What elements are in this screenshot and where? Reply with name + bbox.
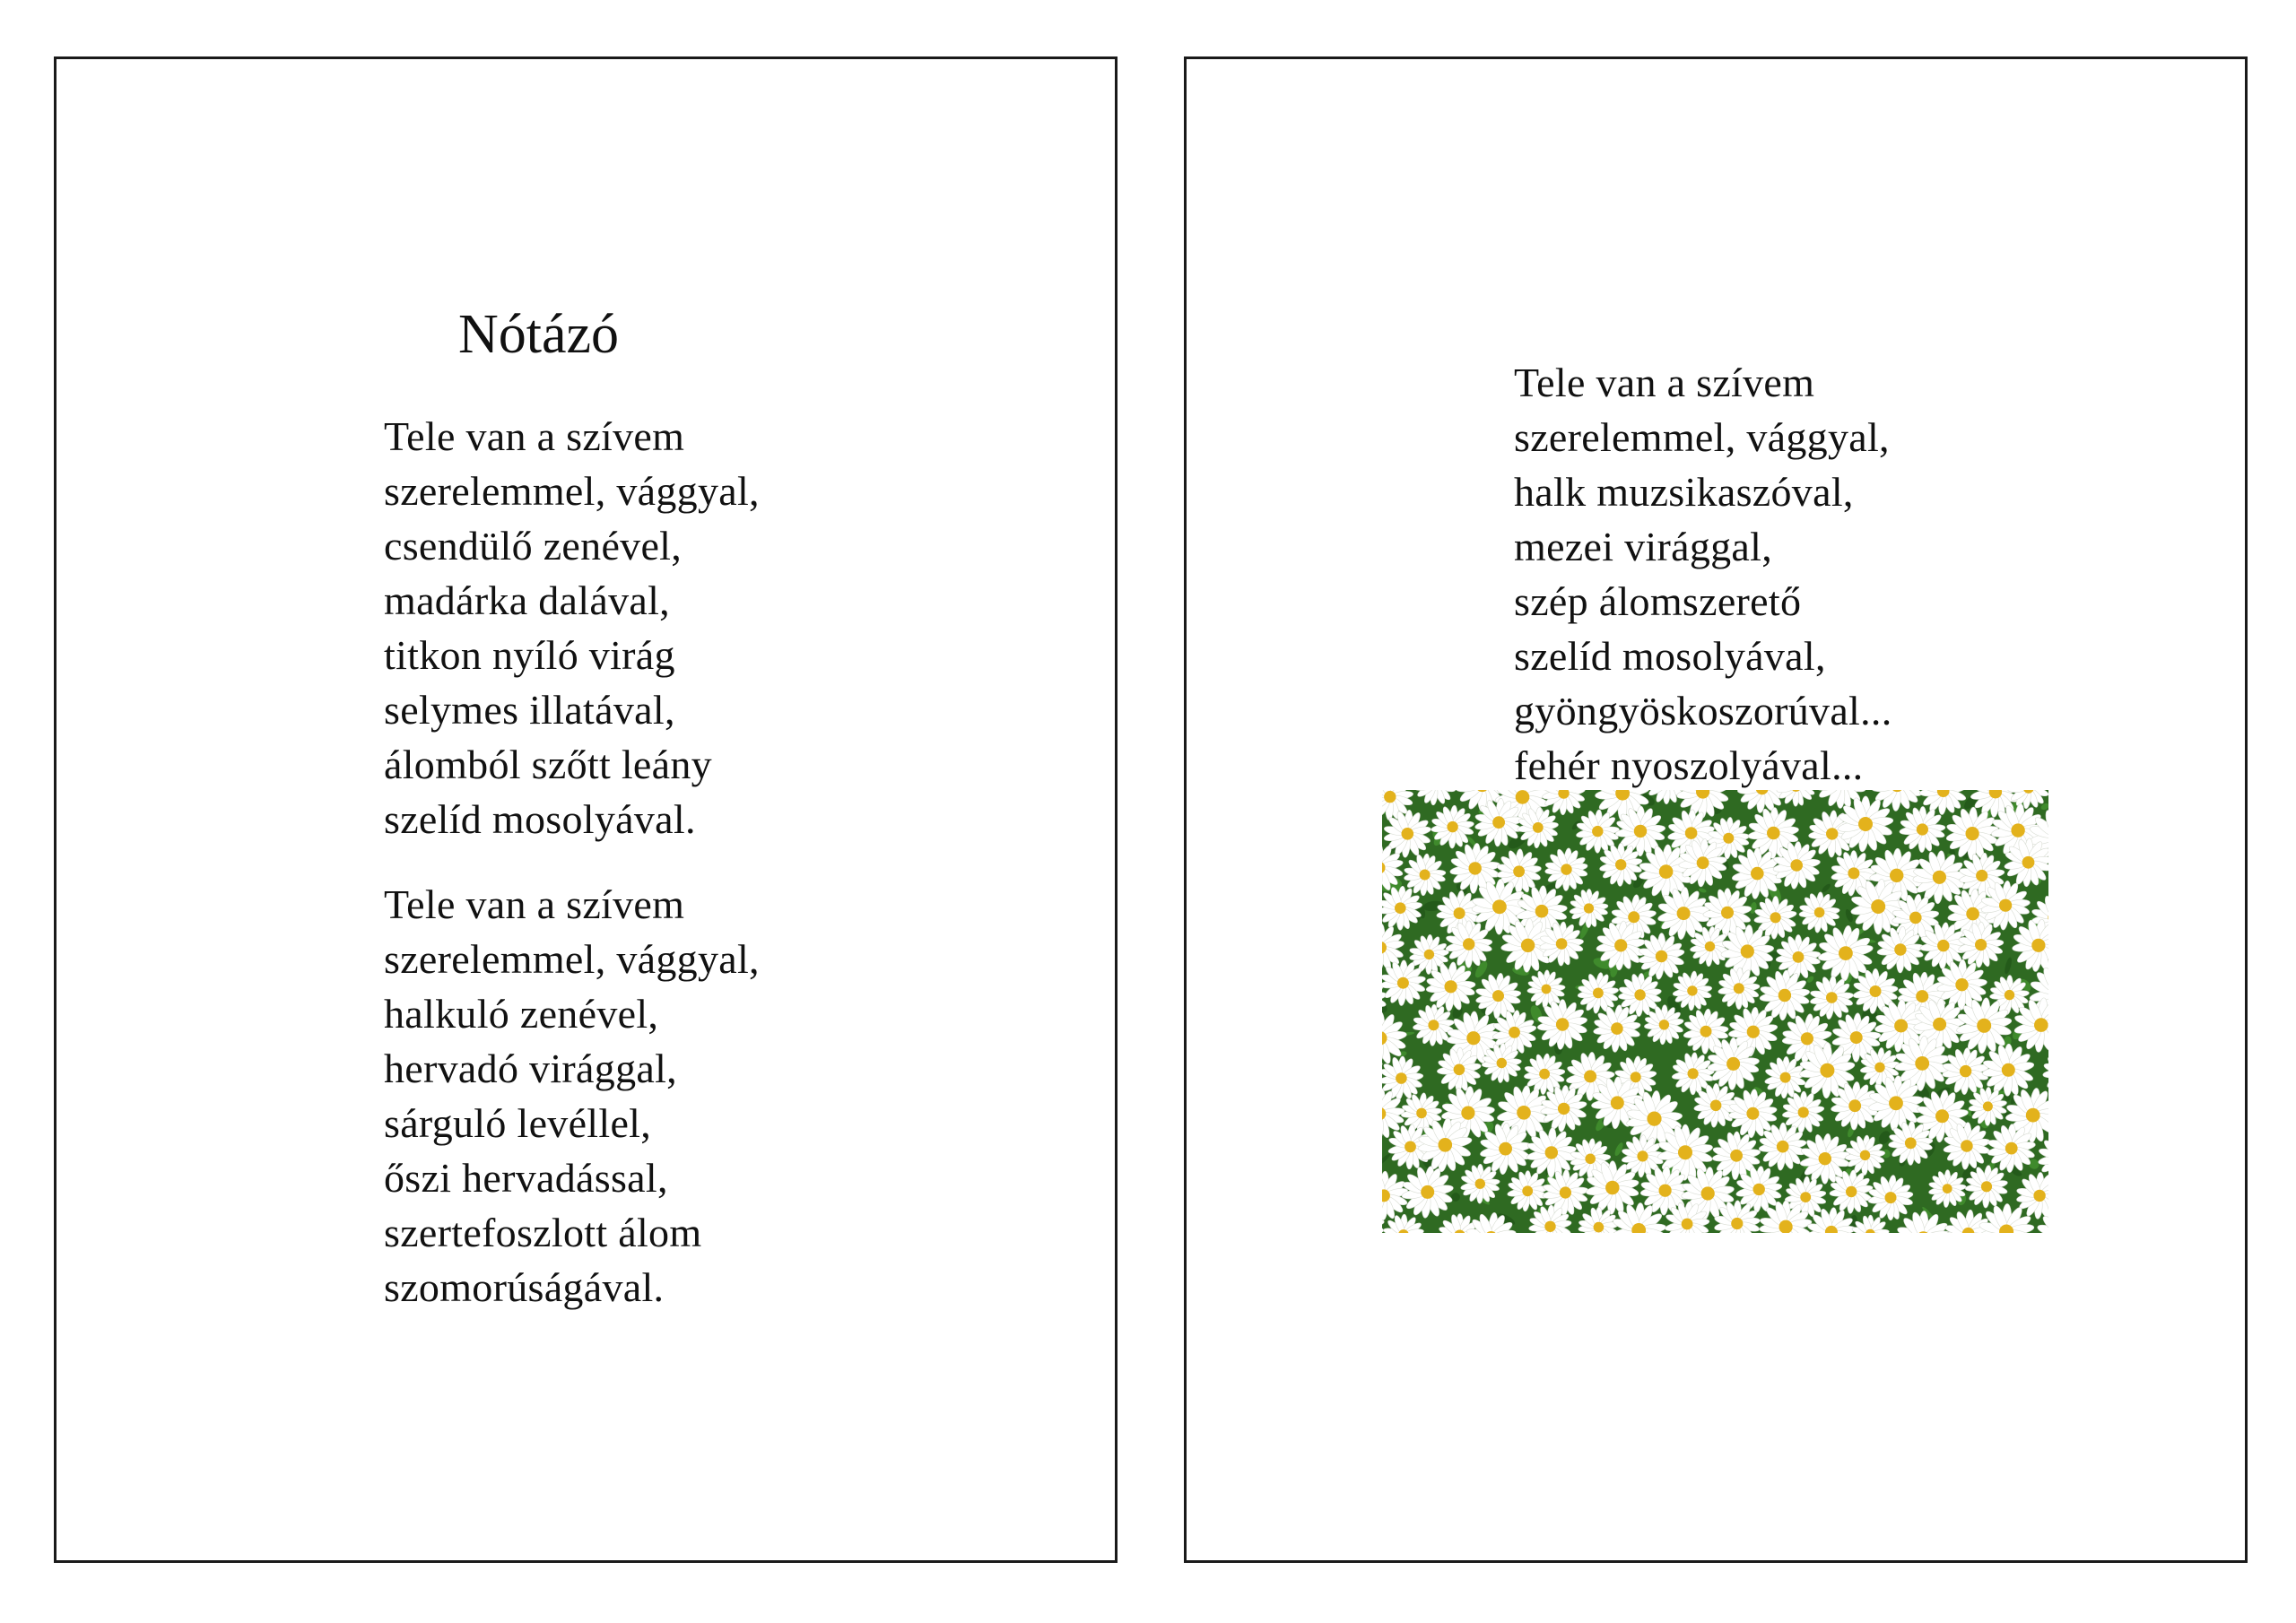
poem-line: halkuló zenével, bbox=[384, 991, 659, 1037]
poem-line: szelíd mosolyával. bbox=[384, 796, 696, 842]
poem-line: szelíd mosolyával, bbox=[1514, 633, 1826, 679]
poem-line: szerelemmel, vággyal, bbox=[384, 936, 760, 982]
poem-line: szerelemmel, vággyal, bbox=[384, 468, 760, 514]
poem-line: Tele van a szívem bbox=[1514, 360, 1815, 405]
poem-title: Nótázó bbox=[458, 304, 620, 365]
poem-line: madárka dalával, bbox=[384, 577, 670, 623]
poem-line: selymes illatával, bbox=[384, 687, 675, 733]
poem-line: szertefoszlott álom bbox=[384, 1210, 702, 1255]
poem-line: csendülő zenével, bbox=[384, 523, 683, 568]
poem-line: mezei virággal, bbox=[1514, 524, 1773, 569]
stanza-3 bbox=[1514, 355, 1892, 793]
right-page bbox=[1184, 56, 2248, 1563]
poem-line: halk muzsikaszóval, bbox=[1514, 469, 1854, 515]
poem-line: fehér nyoszolyával... bbox=[1514, 742, 1864, 788]
stanza-2 bbox=[384, 877, 760, 1315]
left-page bbox=[54, 56, 1118, 1563]
poem-line: Tele van a szívem bbox=[384, 413, 685, 459]
poem-line: szomorúságával. bbox=[384, 1264, 665, 1310]
poem-line: hervadó virággal, bbox=[384, 1046, 677, 1091]
daisy-field-photo bbox=[1382, 790, 2048, 1233]
poem-line: szerelemmel, vággyal, bbox=[1514, 414, 1890, 460]
poem-line: álomból szőtt leány bbox=[384, 742, 712, 787]
daisy-field-illustration bbox=[1382, 790, 2048, 1233]
poem-line: őszi hervadással, bbox=[384, 1155, 668, 1201]
poem-line: titkon nyíló virág bbox=[384, 632, 675, 678]
poem-line: sárguló levéllel, bbox=[384, 1100, 652, 1146]
stanza-1 bbox=[384, 409, 760, 846]
poem-line: gyöngyöskoszorúval... bbox=[1514, 688, 1892, 733]
poem-line: Tele van a szívem bbox=[384, 881, 685, 927]
poem-line: szép álomszerető bbox=[1514, 578, 1802, 624]
